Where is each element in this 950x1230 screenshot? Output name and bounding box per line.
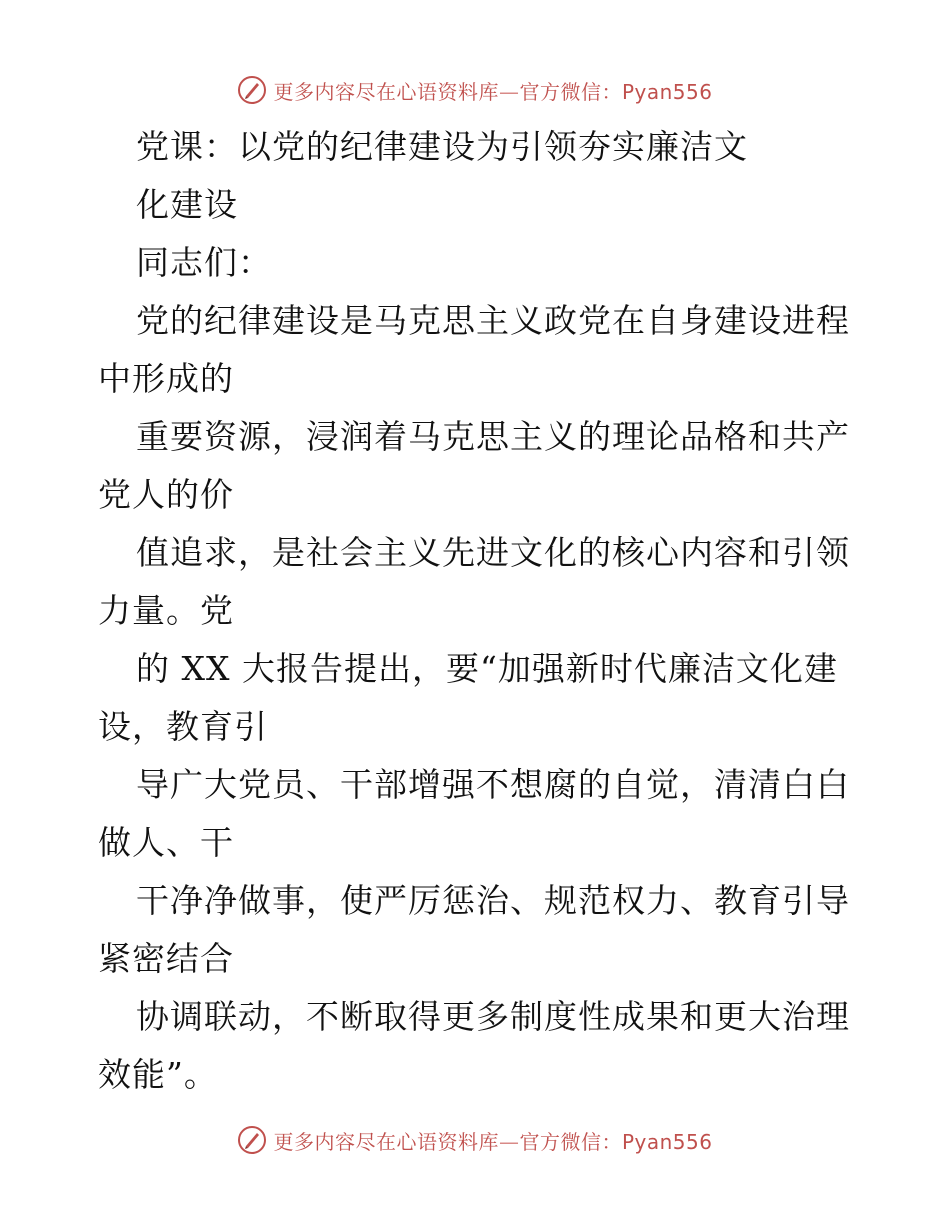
paragraph-line: 中形成的 <box>98 359 234 398</box>
paragraph-line: 党的纪律建设是马克思主义政党在自身建设进程 <box>136 301 850 340</box>
salutation: 同志们： <box>136 243 272 282</box>
paragraph-line: 值追求，是社会主义先进文化的核心内容和引领 <box>136 533 850 572</box>
document-title-line-1: 党课：以党的纪律建设为引领夯实廉洁文 <box>136 127 748 166</box>
footer-watermark-sep: — <box>498 1129 520 1154</box>
footer-watermark-contact: 官方微信：Pyan556 <box>519 1129 713 1154</box>
paragraph-line: 党人的价 <box>98 475 234 514</box>
footer-watermark-main: 更多内容尽在心语资料库 <box>273 1129 499 1154</box>
document-body <box>98 118 858 1104</box>
header-watermark-contact: 官方微信：Pyan556 <box>519 79 713 104</box>
paragraph-line: 做人、干 <box>98 823 234 862</box>
paragraph-line: 力量。党 <box>98 591 234 630</box>
quill-pen-logo-icon <box>237 75 267 105</box>
paragraph-line: 导广大党员、干部增强不想腐的自觉，清清白白 <box>136 765 850 804</box>
paragraph-line: 协调联动，不断取得更多制度性成果和更大治理 <box>136 997 850 1036</box>
paragraph-line: 干净净做事，使严厉惩治、规范权力、教育引导 <box>136 881 850 920</box>
paragraph-line: 紧密结合 <box>98 939 234 978</box>
paragraph-line: 的 XX 大报告提出，要“加强新时代廉洁文化建 <box>136 649 838 688</box>
document-title-line-2: 化建设 <box>136 185 238 224</box>
header-watermark-main: 更多内容尽在心语资料库 <box>273 79 499 104</box>
paragraph-line: 设，教育引 <box>98 707 268 746</box>
paragraph-line: 重要资源，浸润着马克思主义的理论品格和共产 <box>136 417 850 456</box>
header-watermark-text <box>273 76 712 105</box>
header-watermark-banner <box>0 70 950 110</box>
header-watermark-sep: — <box>498 79 520 104</box>
footer-watermark-banner <box>0 1120 950 1160</box>
paragraph-line: 效能”。 <box>98 1055 218 1094</box>
quill-pen-logo-icon <box>237 1125 267 1155</box>
footer-watermark-text <box>273 1126 712 1155</box>
